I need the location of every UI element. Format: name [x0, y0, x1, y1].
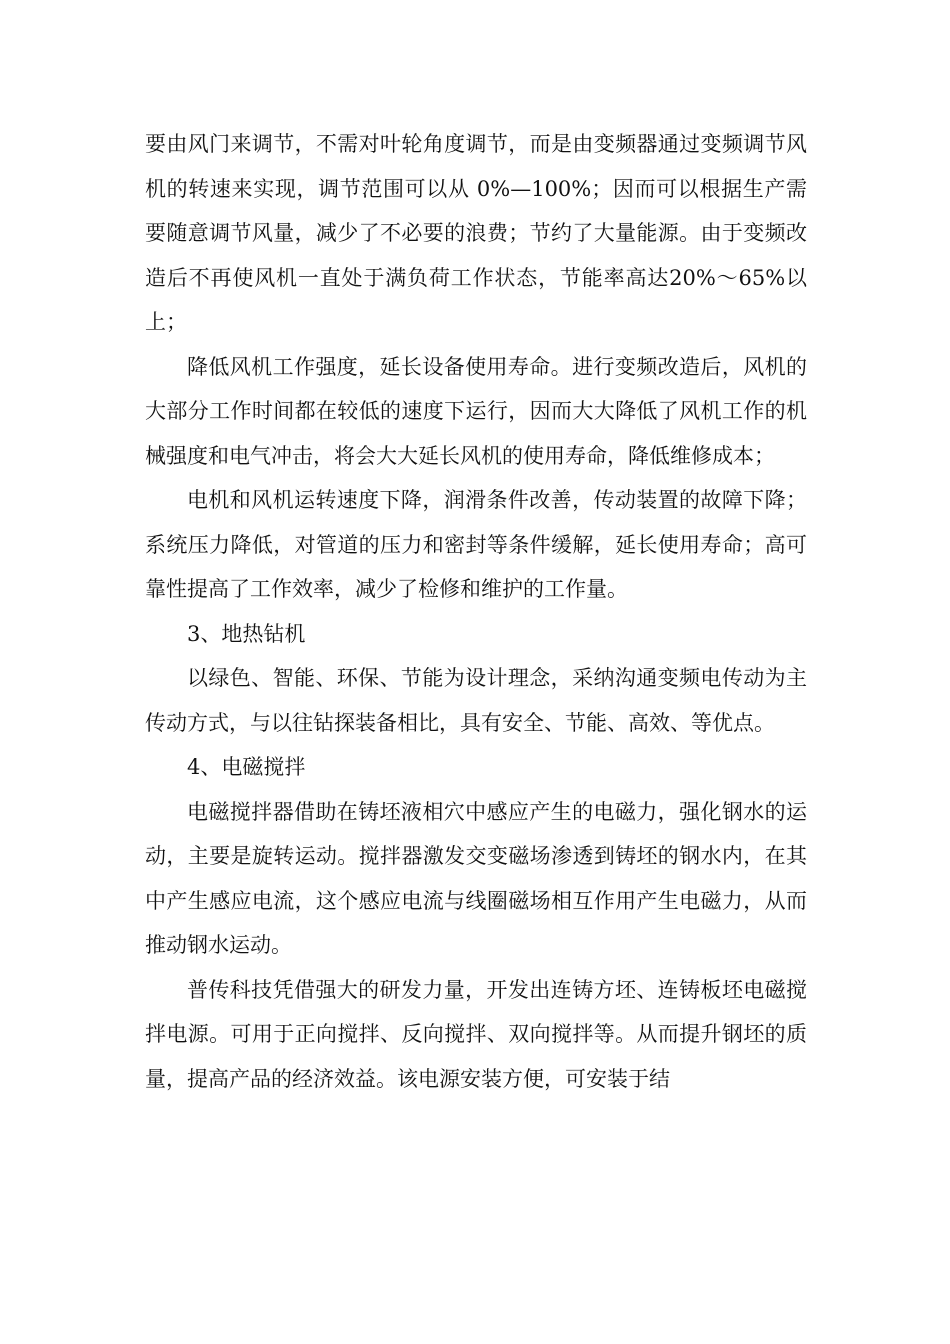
paragraph-stirrer-product: 普传科技凭借强大的研发力量，开发出连铸方坯、连铸板坯电磁搅拌电源。可用于正向搅拌、反向搅拌、双向搅拌等。从而提升钢坯的质量，提高产品的经济效益。该电源安装方便，可安装于结: [145, 977, 807, 1091]
paragraph-stirrer-principle: 电磁搅拌器借助在铸坯液相穴中感应产生的电磁力，强化钢水的运动，主要是旋转运动。搅拌器激发交变磁场渗透到铸坯的钢水内，在其中产生感应电流，这个感应电流与线圈磁场相互作用产生电磁力，从而推动钢水运动。: [145, 799, 807, 957]
paragraph-motor-speed: 电机和风机运转速度下降，润滑条件改善，传动装置的故障下降；系统压力降低，对管道的压力和密封等条件缓解，延长使用寿命；高可靠性提高了工作效率，减少了检修和维护的工作量。: [145, 488, 807, 601]
paragraph-geothermal-drill: 以绿色、智能、环保、节能为设计理念，采纳沟通变频电传动为主传动方式，与以往钻探装备相比，具有安全、节能、高效、等优点。: [145, 666, 807, 735]
document-page: [145, 122, 807, 1101]
section-heading-electromagnetic-stirring: 4、电磁搅拌: [187, 755, 306, 779]
paragraph-fan-speed-control: 要由风门来调节，不需对叶轮角度调节，而是由变频器通过变频调节风机的转速来实现，调节范围可以从 0%—100%；因而可以根据生产需要随意调节风量，减少了不必要的浪费；节约了大量能源。由于变频改造后不再使风机一直处于满负荷工作状态，节能率高达20%～65%以上；: [145, 132, 807, 334]
paragraph-fan-lifespan: 降低风机工作强度，延长设备使用寿命。进行变频改造后，风机的大部分工作时间都在较低的速度下运行，因而大大降低了风机工作的机械强度和电气冲击，将会大大延长风机的使用寿命，降低维修成本；: [145, 354, 807, 468]
section-heading-geothermal-drill: 3、地热钻机: [187, 621, 306, 646]
